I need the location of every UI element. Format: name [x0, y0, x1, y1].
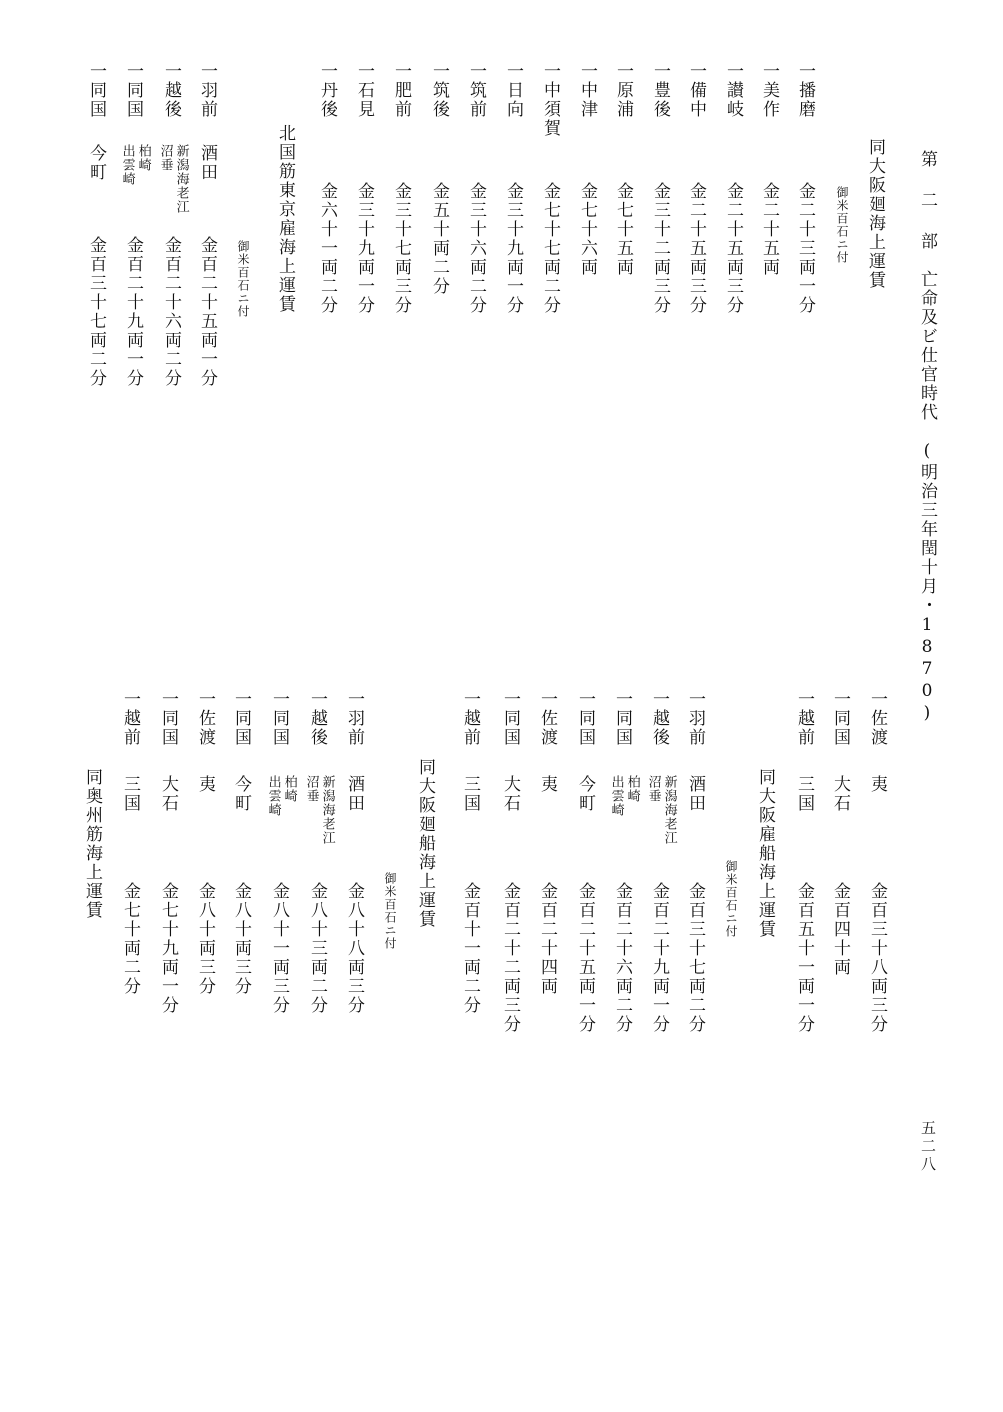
- amount: 金百三十七両二分: [685, 882, 705, 1034]
- amount: 金七十六両: [577, 182, 597, 277]
- section1-note: 御米百石ニ付: [835, 186, 849, 264]
- section2-note: 御米百石ニ付: [236, 240, 250, 318]
- district-line2: 出雲崎: [265, 775, 281, 817]
- amount: 金百二十六両二分: [612, 882, 632, 1034]
- province: 一越前: [460, 690, 480, 747]
- amount: 金三十七両三分: [391, 182, 411, 315]
- province: 一筑前: [466, 62, 486, 119]
- district-line2: 出雲崎: [119, 144, 135, 186]
- province: 一筑後: [429, 62, 449, 119]
- section6-title: 同奥州筋海上運賃: [82, 768, 102, 920]
- province: 一同国: [830, 690, 850, 747]
- amount: 金百三十七両二分: [86, 236, 106, 388]
- district: 酒田: [197, 144, 217, 182]
- amount: 金八十両三分: [195, 882, 215, 996]
- province: 一同国: [86, 62, 106, 119]
- district: 大石: [500, 775, 520, 813]
- amount: 金八十両三分: [231, 882, 251, 996]
- district-line1: 新潟海老江: [173, 144, 189, 214]
- district-line1: 新潟海老江: [319, 775, 335, 845]
- province: 一美作: [759, 62, 779, 119]
- amount: 金八十三両二分: [307, 882, 327, 1015]
- district: 夷: [195, 775, 215, 794]
- province: 一同国: [612, 690, 632, 747]
- district-line1: 柏崎: [135, 144, 151, 172]
- district: 酒田: [344, 775, 364, 813]
- district: 大石: [158, 775, 178, 813]
- province: 一越後: [161, 62, 181, 119]
- amount: 金百十一両二分: [460, 882, 480, 1015]
- amount: 金三十六両二分: [466, 182, 486, 315]
- district: 大石: [830, 775, 850, 813]
- amount: 金七十九両一分: [158, 882, 178, 1015]
- province: 一羽前: [344, 690, 364, 747]
- province: 一佐渡: [195, 690, 215, 747]
- district: 三国: [460, 775, 480, 813]
- amount: 金二十五両三分: [686, 182, 706, 315]
- amount: 金三十九両一分: [354, 182, 374, 315]
- amount: 金二十五両: [759, 182, 779, 277]
- amount: 金百二十六両二分: [161, 236, 181, 388]
- amount: 金百二十九両一分: [649, 882, 669, 1034]
- amount: 金三十九両一分: [503, 182, 523, 315]
- section4-note: 御米百石ニ付: [724, 860, 738, 938]
- province: 一越後: [307, 690, 327, 747]
- province: 一播磨: [795, 62, 815, 119]
- district-line1: 柏崎: [281, 775, 297, 803]
- province: 一同国: [500, 690, 520, 747]
- district-line1: 新潟海老江: [661, 775, 677, 845]
- province: 一肥前: [391, 62, 411, 119]
- province: 一越前: [794, 690, 814, 747]
- province: 一同国: [269, 690, 289, 747]
- district: 今町: [86, 144, 106, 182]
- amount: 金百五十一両一分: [794, 882, 814, 1034]
- district-line2: 沼垂: [157, 144, 173, 172]
- district-line2: 出雲崎: [608, 775, 624, 817]
- province: 一同国: [575, 690, 595, 747]
- province: 一佐渡: [867, 690, 887, 747]
- province: 一佐渡: [537, 690, 557, 747]
- page-number: 五二八: [919, 1120, 937, 1174]
- amount: 金百三十八両三分: [867, 882, 887, 1034]
- province: 一羽前: [197, 62, 217, 119]
- province: 一同国: [158, 690, 178, 747]
- amount: 金百二十五両一分: [197, 236, 217, 388]
- province: 一羽前: [685, 690, 705, 747]
- section5-title: 同大阪廻船海上運賃: [415, 758, 435, 929]
- province: 一原浦: [613, 62, 633, 119]
- district: 夷: [537, 775, 557, 794]
- province: 一日向: [503, 62, 523, 119]
- district: 三国: [120, 775, 140, 813]
- amount: 金百二十四両: [537, 882, 557, 996]
- amount: 金八十一両三分: [269, 882, 289, 1015]
- province: 一中須賀: [540, 62, 560, 138]
- province: 一備中: [686, 62, 706, 119]
- province: 一丹後: [317, 62, 337, 119]
- district: 今町: [231, 775, 251, 813]
- province: 一越後: [649, 690, 669, 747]
- province: 一越前: [120, 690, 140, 747]
- district: 酒田: [685, 775, 705, 813]
- section2-title: 北国筋東京雇海上運賃: [275, 124, 295, 314]
- amount: 金百二十九両一分: [123, 236, 143, 388]
- amount: 金二十三両一分: [795, 182, 815, 315]
- amount: 金百四十両: [830, 882, 850, 977]
- running-head: 第 二 部 亡命及ビ仕官時代 (明治三年閏十月・1870): [917, 150, 937, 725]
- district: 今町: [575, 775, 595, 813]
- section1-title: 同大阪廻海上運賃: [865, 138, 885, 290]
- amount: 金七十五両: [613, 182, 633, 277]
- district: 三国: [794, 775, 814, 813]
- province: 一中津: [577, 62, 597, 119]
- district-line1: 柏崎: [624, 775, 640, 803]
- province: 一同国: [231, 690, 251, 747]
- amount: 金百二十二両三分: [500, 882, 520, 1034]
- amount: 金七十七両二分: [540, 182, 560, 315]
- amount: 金八十八両三分: [344, 882, 364, 1015]
- province: 一同国: [123, 62, 143, 119]
- province: 一石見: [354, 62, 374, 119]
- amount: 金三十二両三分: [650, 182, 670, 315]
- amount: 金二十五両三分: [723, 182, 743, 315]
- district: 夷: [867, 775, 887, 794]
- amount: 金百二十五両一分: [575, 882, 595, 1034]
- district-line2: 沼垂: [303, 775, 319, 803]
- amount: 金五十両二分: [429, 182, 449, 296]
- district-line2: 沼垂: [645, 775, 661, 803]
- amount: 金六十一両二分: [317, 182, 337, 315]
- province: 一讃岐: [723, 62, 743, 119]
- section4-title: 同大阪雇船海上運賃: [755, 768, 775, 939]
- province: 一豊後: [650, 62, 670, 119]
- amount: 金七十両二分: [120, 882, 140, 996]
- section5-note: 御米百石ニ付: [383, 872, 397, 950]
